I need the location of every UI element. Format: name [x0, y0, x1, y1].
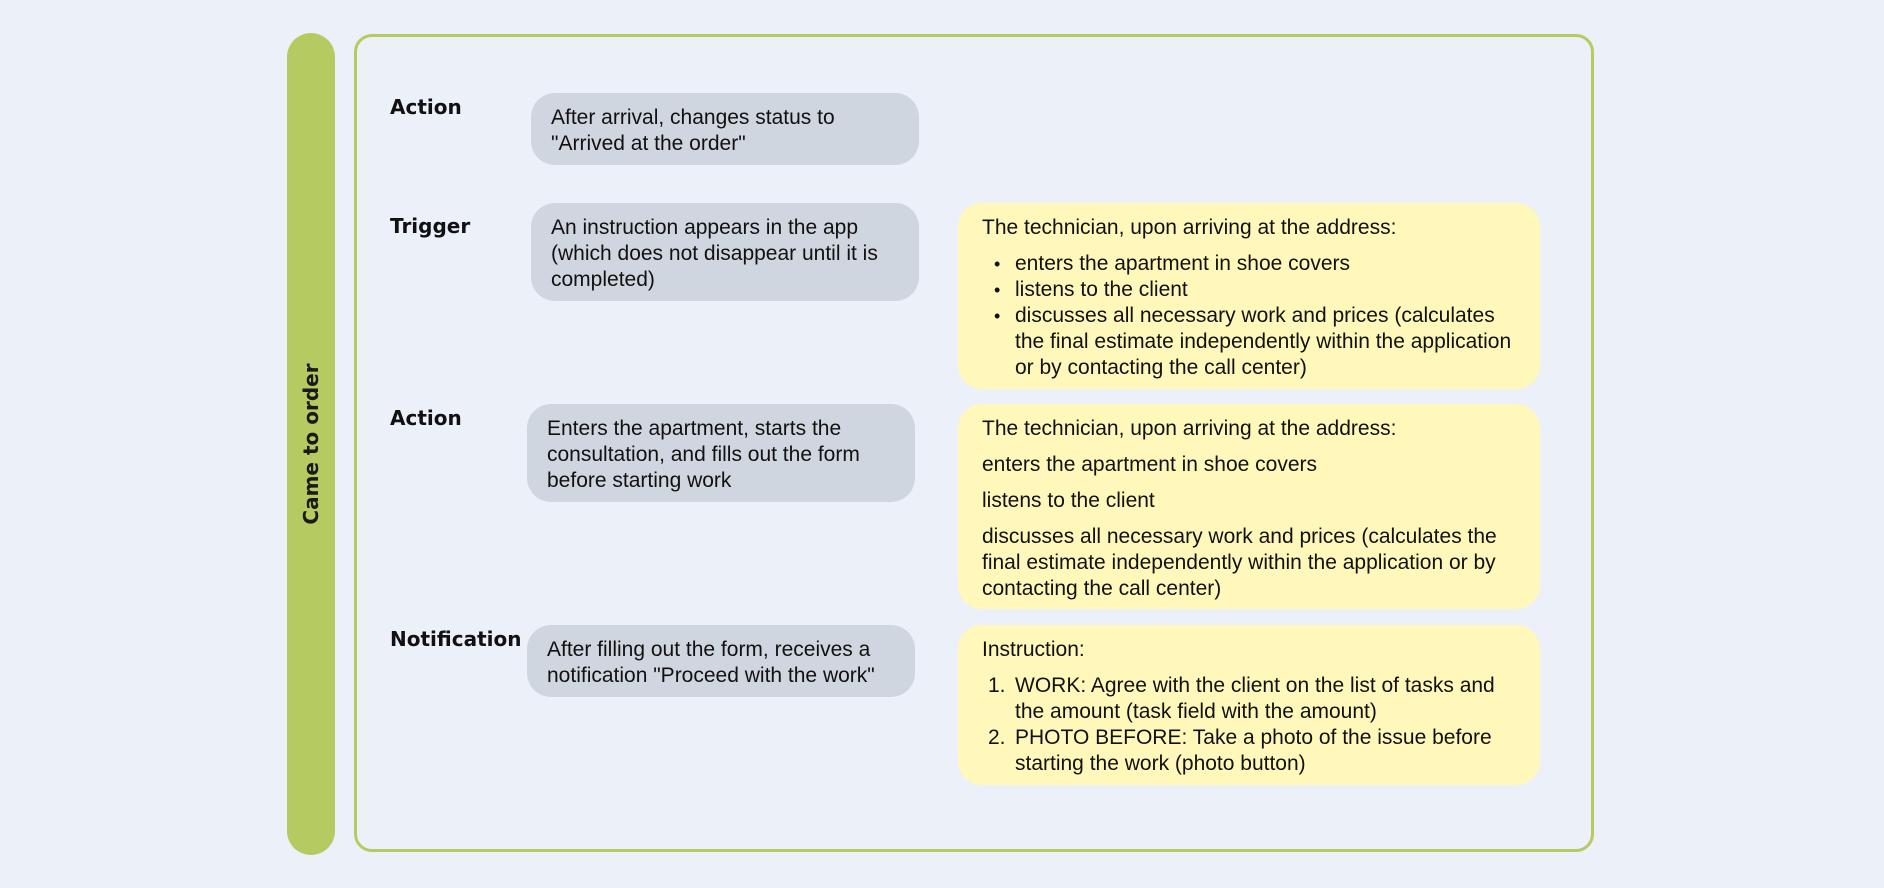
row-label-trigger: Trigger — [390, 214, 471, 238]
list-item-text: WORK: Agree with the client on the list of tasks and the amount (task field with the amount) — [1015, 674, 1495, 723]
row-label-action-2: Action — [390, 406, 462, 430]
list-item-number: 1. — [988, 674, 1006, 697]
row-label-action-1: Action — [390, 95, 462, 119]
notification-box: After filling out the form, receives a notification "Proceed with the work" — [527, 625, 915, 697]
action-2-details-box — [958, 404, 1540, 609]
action-2-box: Enters the apartment, starts the consultation, and fills out the form before starting work — [527, 404, 915, 502]
list-item-text: PHOTO BEFORE: Take a photo of the issue before starting the work (photo button) — [1015, 726, 1492, 775]
list-item: enters the apartment in shoe covers — [982, 453, 1318, 476]
list-item: listens to the client — [982, 489, 1155, 512]
list-item-number: 2. — [988, 726, 1006, 749]
notification-details-box — [958, 625, 1540, 785]
stage-sidebar — [287, 33, 335, 855]
list-item — [982, 725, 1520, 777]
list-item: discusses all necessary work and prices (calculates the final estimate independently within the application or by contacting the call center) — [982, 525, 1497, 600]
list-item: • enters the apartment in shoe covers — [982, 251, 1520, 277]
list-item — [982, 673, 1520, 725]
notification-details-intro: Instruction: — [982, 638, 1085, 661]
action-1-box: After arrival, changes status to "Arrived at the order" — [531, 93, 919, 165]
action-2-details-intro: The technician, upon arriving at the address: — [982, 417, 1397, 440]
trigger-details-box — [958, 203, 1540, 389]
trigger-details-intro: The technician, upon arriving at the address: — [982, 216, 1397, 239]
action-2-details-list — [982, 452, 1520, 602]
list-item: • discusses all necessary work and prices (calculates the final estimate independently within the application or by contacting the call center) — [982, 303, 1520, 381]
notification-details-list — [982, 673, 1520, 777]
trigger-details-list — [982, 251, 1520, 381]
stage-label: Came to order — [299, 363, 323, 525]
trigger-box: An instruction appears in the app (which does not disappear until it is completed) — [531, 203, 919, 301]
list-item: • listens to the client — [982, 277, 1520, 303]
row-label-notification: Notification — [390, 627, 522, 651]
